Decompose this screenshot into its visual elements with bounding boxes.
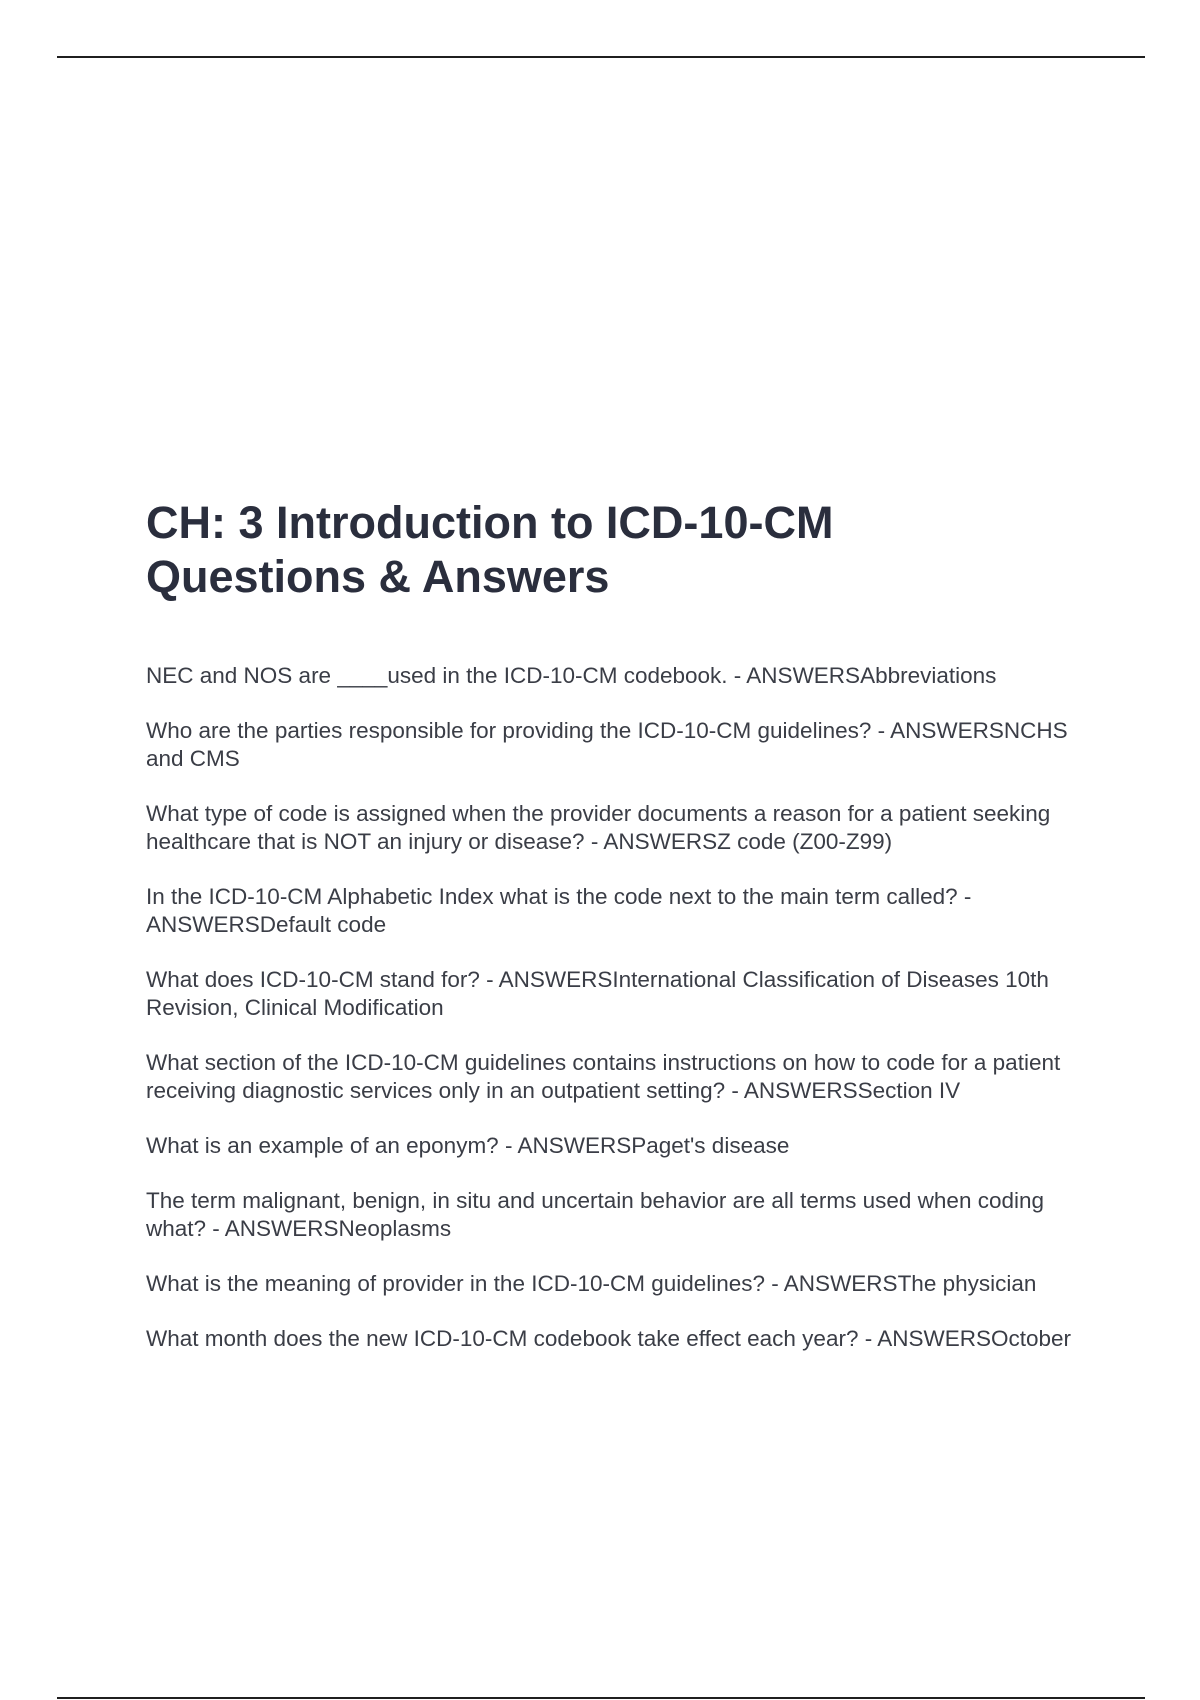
qa-list [146,662,1086,1353]
document-body [146,496,1086,1380]
qa-item: Who are the parties responsible for providing the ICD-10-CM guidelines? - ANSWERSNCHS and CMS [146,718,1068,771]
qa-item: What is an example of an eponym? - ANSWERSPaget's disease [146,1133,790,1158]
qa-item: NEC and NOS are ____used in the ICD-10-CM codebook. - ANSWERSAbbreviations [146,663,997,688]
qa-item: What section of the ICD-10-CM guidelines contains instructions on how to code for a patient receiving diagnostic services only in an outpatient setting? - ANSWERSSection IV [146,1050,1061,1103]
qa-item: What type of code is assigned when the provider documents a reason for a patient seeking healthcare that is NOT an injury or disease? - ANSWERSZ code (Z00-Z99) [146,801,1051,854]
qa-item: What is the meaning of provider in the ICD-10-CM guidelines? - ANSWERSThe physician [146,1271,1037,1296]
page-top-rule [57,56,1145,58]
document-title-line-2: Questions & Answers [146,551,610,602]
qa-item: What does ICD-10-CM stand for? - ANSWERSInternational Classification of Diseases 10th Revision, Clinical Modification [146,967,1049,1020]
qa-item: The term malignant, benign, in situ and uncertain behavior are all terms used when coding what? - ANSWERSNeoplasms [146,1188,1045,1241]
qa-item: What month does the new ICD-10-CM codebook take effect each year? - ANSWERSOctober [146,1326,1072,1351]
page-bottom-rule [57,1697,1145,1699]
qa-item: In the ICD-10-CM Alphabetic Index what is the code next to the main term called? - ANSWERSDefault code [146,884,972,937]
document-title [146,496,1086,604]
document-title-line-1: CH: 3 Introduction to ICD-10-CM [146,497,834,548]
